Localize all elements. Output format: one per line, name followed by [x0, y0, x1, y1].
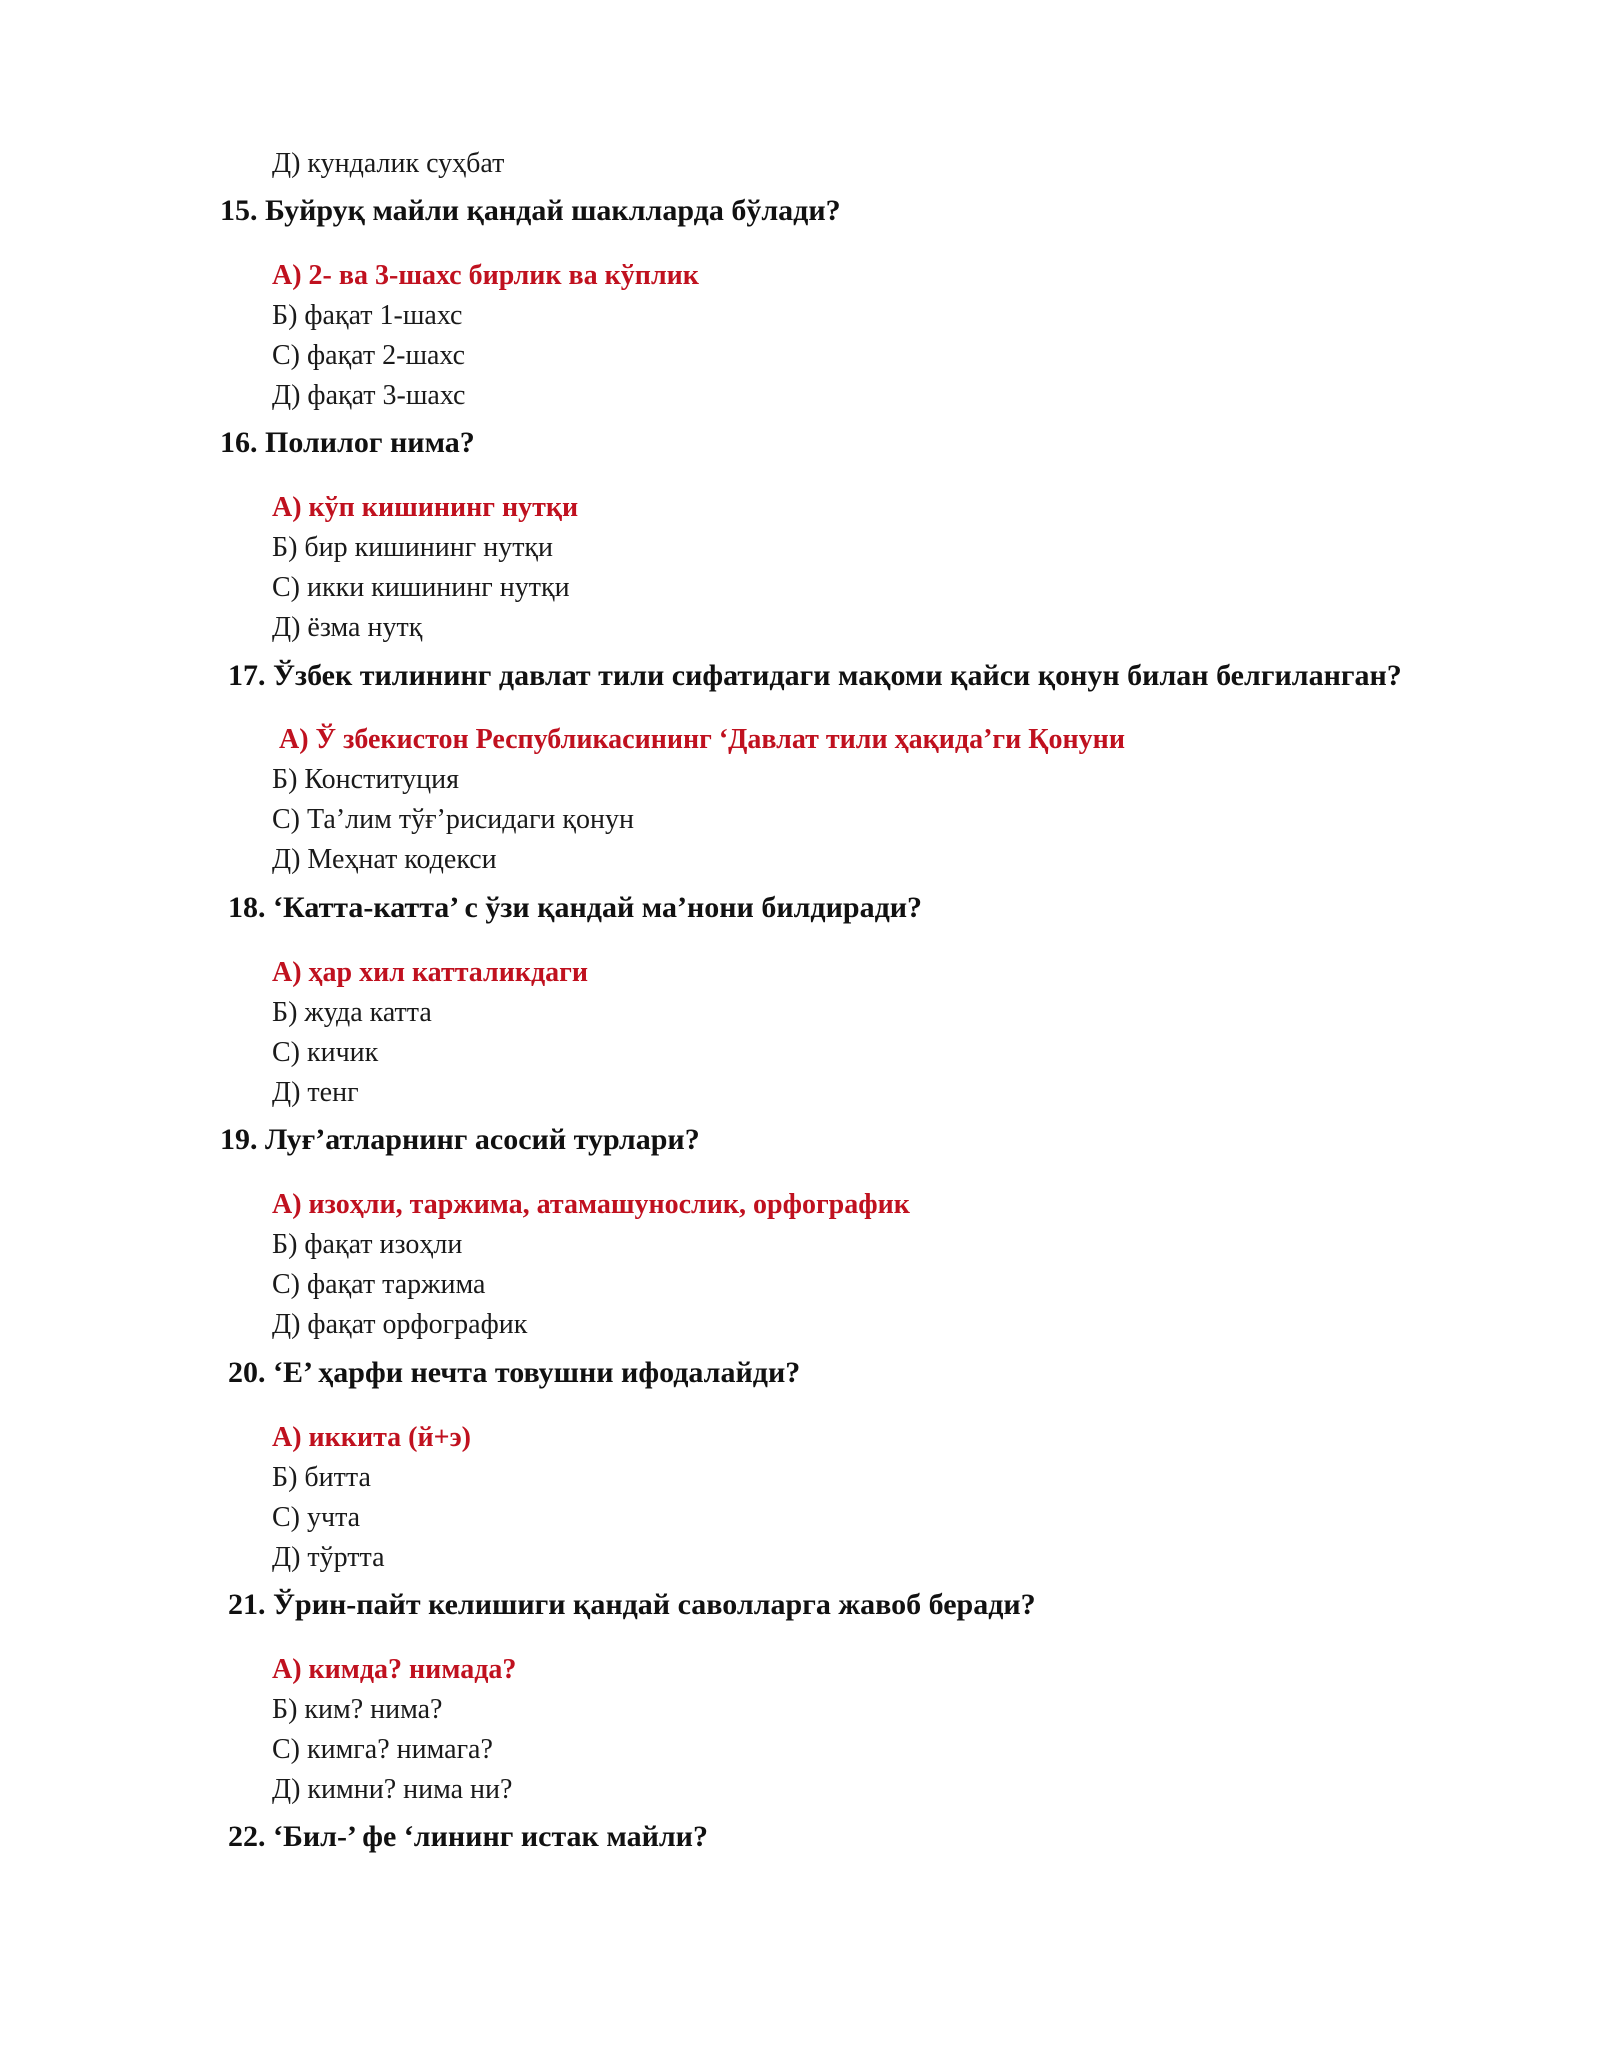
correct-answer-option: А) кўп кишининг нутқи — [272, 492, 579, 523]
answer-option: Б) ким? нима? — [272, 1694, 443, 1725]
correct-answer-option: А) ҳар хил катталикдаги — [272, 957, 589, 988]
answer-option: Б) Конституция — [272, 764, 460, 795]
question-title: 22. ‘Бил-’ фе ‘лининг истак майли? — [228, 1820, 708, 1853]
answer-option: С) икки кишининг нутқи — [272, 572, 570, 603]
answer-option: Д) ёзма нутқ — [272, 612, 423, 643]
answer-option: Б) бир кишининг нутқи — [272, 532, 554, 563]
question-title: 18. ‘Катта-катта’ с ўзи қандай ма’нони билдиради? — [228, 891, 923, 924]
answer-option: Б) фақат изоҳли — [272, 1229, 463, 1260]
answer-option: С) учта — [272, 1502, 361, 1533]
option-d: Д) кундалик суҳбат — [272, 148, 505, 179]
correct-answer-option: А) 2- ва 3-шахс бирлик ва кўплик — [272, 260, 699, 291]
question-title: 16. Полилог нима? — [220, 426, 475, 459]
question-title: 15. Буйруқ майли қандай шаклларда бўлади? — [220, 194, 841, 227]
correct-answer-option: А) иккита (й+э) — [272, 1422, 472, 1453]
answer-option: С) кимга? нимага? — [272, 1734, 493, 1765]
answer-option: Д) Меҳнат кодекси — [272, 844, 497, 875]
correct-answer-option: А) изоҳли, таржима, атамашунослик, орфографик — [272, 1189, 910, 1220]
question-title: 20. ‘Е’ ҳарфи нечта товушни ифодалайди? — [228, 1356, 801, 1389]
answer-option: Д) кимни? нима ни? — [272, 1774, 513, 1805]
answer-option: Б) фақат 1-шахс — [272, 300, 463, 331]
answer-option: Д) тенг — [272, 1077, 359, 1108]
question-title: 19. Луғ’атларнинг асосий турлари? — [220, 1123, 700, 1156]
answer-option: Д) фақат орфографик — [272, 1309, 528, 1340]
answer-option: Б) жуда катта — [272, 997, 432, 1028]
answer-option: Б) битта — [272, 1462, 371, 1493]
answer-option: С) Та’лим тўғ’рисидаги қонун — [272, 804, 634, 835]
correct-answer-option: А) кимда? нимада? — [272, 1654, 517, 1685]
question-title: 17. Ўзбек тилининг давлат тили сифатидаги мақоми қайси қонун билан белгиланган? — [228, 659, 1402, 692]
answer-option: С) фақат таржима — [272, 1269, 486, 1300]
answer-option: С) кичик — [272, 1037, 379, 1068]
answer-option: Д) фақат 3-шахс — [272, 380, 466, 411]
question-title: 21. Ўрин-пайт келишиги қандай саволларга жавоб беради? — [228, 1588, 1036, 1621]
answer-option: С) фақат 2-шахс — [272, 340, 466, 371]
answer-option: Д) тўртта — [272, 1542, 385, 1573]
correct-answer-option: А) Ў збекистон Республикасининг ‘Давлат тили ҳақида’ги Қонуни — [279, 724, 1125, 755]
